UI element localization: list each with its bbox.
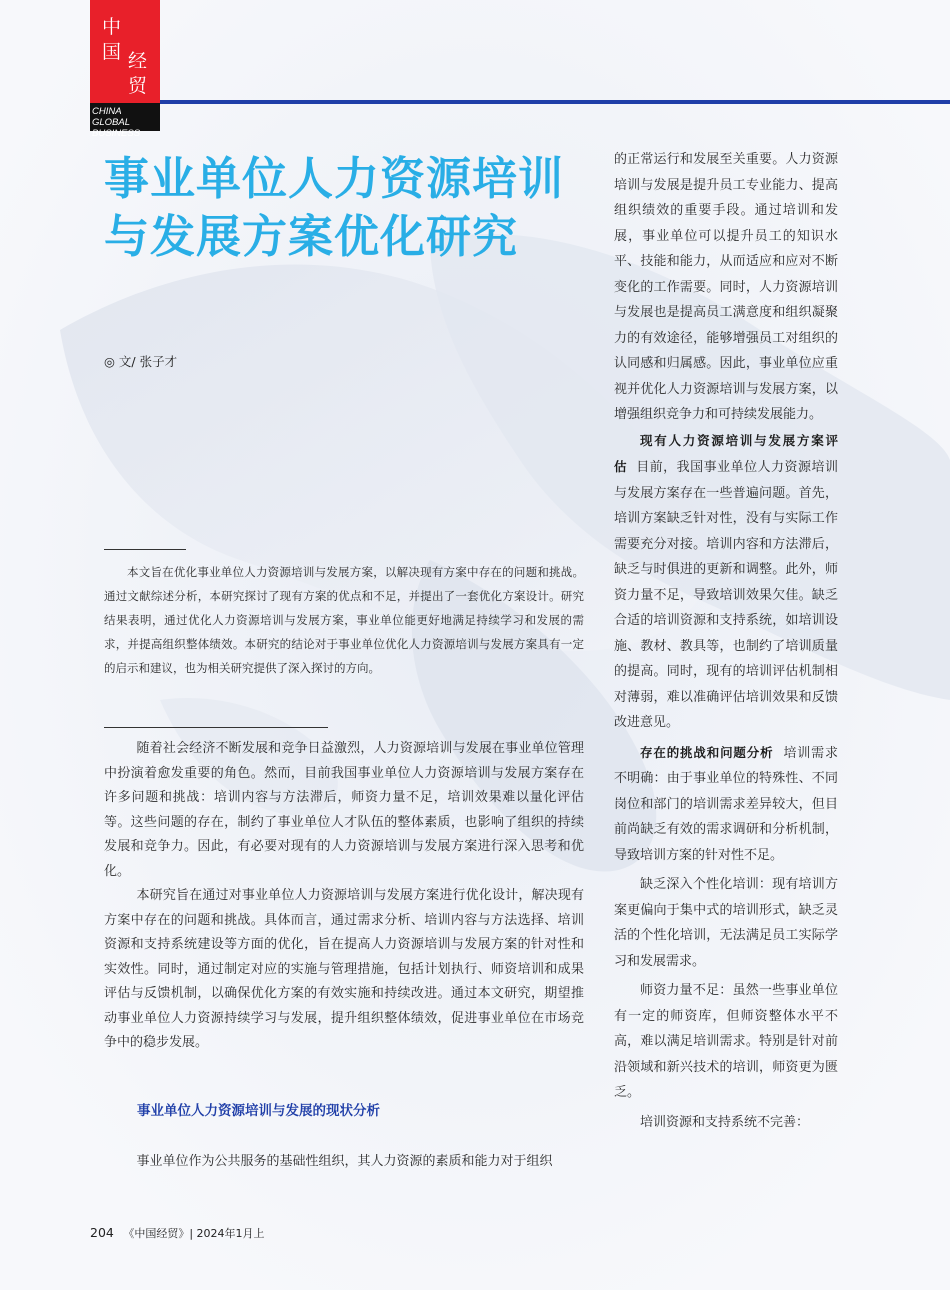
abstract: 本文旨在优化事业单位人力资源培训与发展方案，以解决现有方案中存在的问题和挑战。通过文献综述分析，本研究探讨了现有方案的优点和不足，并提出了一套优化方案设计。研究结果表明，通过优化人力资源培训与发展方案，事业单位能更好地满足持续学习和发展的需求，并提高组织整体绩效。本研究的结论对于事业单位优化人力资源培训与发展方案具有一定的启示和建议，也为相关研究提供了深入探讨的方向。 bbox=[104, 565, 584, 675]
body-paragraph: 培训资源和支持系统不完善： bbox=[640, 1114, 810, 1130]
body-paragraph: 事业单位作为公共服务的基础性组织，其人力资源的素质和能力对于组织 bbox=[136, 1154, 553, 1169]
section-heading: 事业单位人力资源培训与发展的现状分析 bbox=[137, 1103, 380, 1119]
logo-char: 经 bbox=[128, 50, 148, 72]
logo-char: 贸 bbox=[128, 75, 148, 97]
page-number: 204 bbox=[90, 1225, 114, 1240]
article-title bbox=[104, 150, 604, 266]
body-paragraph: 本研究旨在通过对事业单位人力资源培训与发展方案进行优化设计，解决现有方案中存在的问题和挑战。具体而言，通过需求分析、培训内容与方法选择、培训资源和支持系统建设等方面的优化，旨在提高人力资源培训与发展方案的针对性和实效性。同时，通过制定对应的实施与管理措施，包括计划执行、师资培训和成果评估与反馈机制，以确保优化方案的有效实施和持续改进。通过本文研究，期望推动事业单位人力资源持续学习与发展，提升组织整体绩效，促进事业单位在市场竞争中的稳步发展。 bbox=[104, 888, 584, 1050]
body-paragraph: 缺乏深入个性化培训：现有培训方案更偏向于集中式的培训形式，缺乏灵活的个性化培训，无法满足员工实际学习和发展需求。 bbox=[614, 877, 838, 969]
title-line: 事业单位人力资源培训 bbox=[104, 152, 565, 205]
logo-english: CHINA GLOBAL BUSINESS bbox=[90, 103, 160, 131]
page-footer bbox=[90, 1225, 265, 1241]
paragraph-text: 培训需求不明确：由于事业单位的特殊性、不同岗位和部门的培训需求差异较大，但目前尚缺乏有效的需求调研和分析机制，导致培训方案的针对性不足。 bbox=[614, 745, 838, 863]
abstract-divider bbox=[104, 549, 186, 550]
subsection-heading: 现有人力资源培训与发展方案评估 bbox=[614, 432, 838, 474]
body-paragraph: 师资力量不足：虽然一些事业单位有一定的师资库，但师资整体水平不高，难以满足培训需求。特别是针对前沿领域和新兴技术的培训，师资更为匮乏。 bbox=[614, 983, 838, 1100]
body-paragraph bbox=[614, 428, 838, 736]
body-paragraph: 的正常运行和发展至关重要。人力资源培训与发展是提升员工专业能力、提高组织绩效的重要手段。通过培训和发展，事业单位可以提升员工的知识水平、技能和能力，从而适应和应对不断变化的工作需要。同时，人力资源培训与发展也是提高员工满意度和组织凝聚力的有效途径，能够增强员工对组织的认同感和归属感。因此，事业单位应重视并优化人力资源培训与发展方案，以增强组织竞争力和可持续发展能力。 bbox=[614, 152, 838, 422]
subsection-heading: 存在的挑战和问题分析 bbox=[640, 744, 774, 760]
magazine-logo bbox=[90, 0, 160, 103]
right-column bbox=[614, 147, 838, 1135]
body-paragraph bbox=[614, 740, 838, 869]
body-paragraph: 随着社会经济不断发展和竞争日益激烈，人力资源培训与发展在事业单位管理中扮演着愈发重要的角色。然而，目前我国事业单位人力资源培训与发展方案存在许多问题和挑战：培训内容与方法滞后，师资力量不足，培训效果难以量化评估等。这些问题的存在，制约了事业单位人才队伍的整体素质，也影响了组织的持续发展和竞争力。因此，有必要对现有的人力资源培训与发展方案进行深入思考和优化。 bbox=[104, 741, 584, 879]
paragraph-text: 目前，我国事业单位人力资源培训与发展方案存在一些普遍问题。首先，培训方案缺乏针对性，没有与实际工作需要充分对接。培训内容和方法滞后，缺乏与时俱进的更新和调整。此外，师资力量不足，导致培训效果欠佳。缺乏合适的培训资源和支持系统，如培训设施、教材、教具等，也制约了培训质量的提高。同时，现有的培训评估机制相对薄弱，难以准确评估培训效果和反馈改进意见。 bbox=[614, 460, 838, 730]
abstract-divider bbox=[104, 727, 328, 728]
journal-issue: 《中国经贸》| 2024年1月上 bbox=[123, 1227, 265, 1240]
logo-char: 国 bbox=[102, 41, 122, 63]
logo-char: 中 bbox=[102, 16, 122, 38]
title-line: 与发展方案优化研究 bbox=[104, 210, 519, 263]
author-byline: ◎ 文/ 张子才 bbox=[104, 354, 178, 369]
header-rule bbox=[160, 100, 950, 104]
intro-body bbox=[104, 737, 584, 1056]
